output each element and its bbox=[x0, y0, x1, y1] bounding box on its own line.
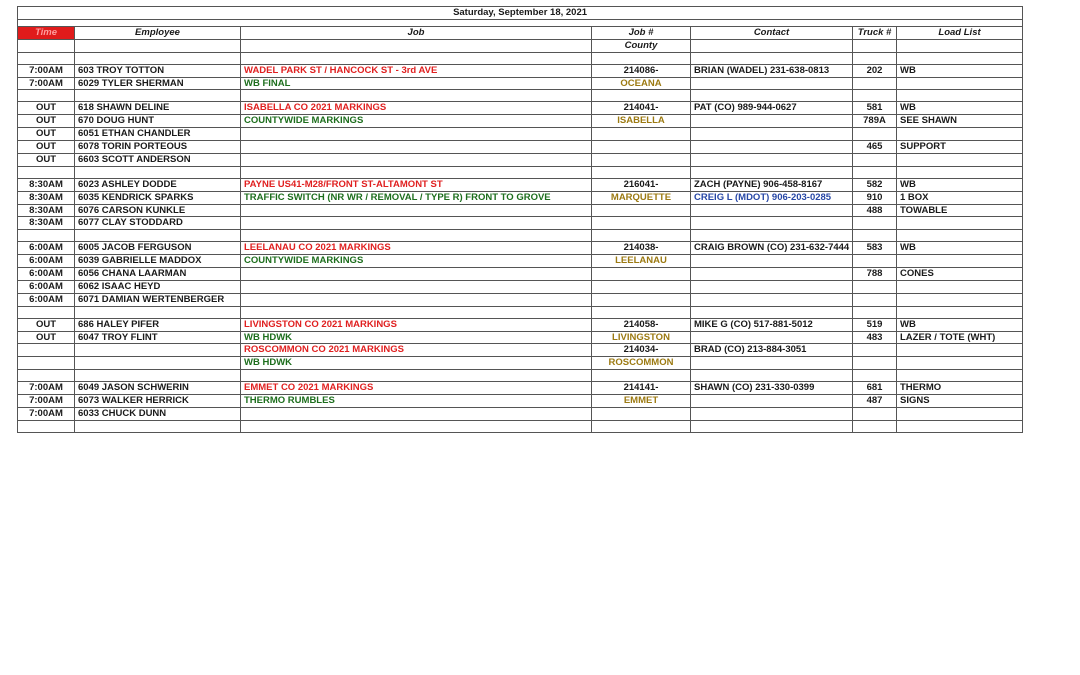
jobnum-cell bbox=[592, 217, 691, 230]
load-cell bbox=[897, 357, 1023, 370]
truck-cell bbox=[853, 357, 897, 370]
load-cell: WB bbox=[897, 102, 1023, 115]
time-cell: OUT bbox=[18, 318, 75, 331]
load-cell bbox=[897, 293, 1023, 306]
time-cell: 6:00AM bbox=[18, 293, 75, 306]
load-cell bbox=[897, 90, 1023, 102]
time-cell: OUT bbox=[18, 331, 75, 344]
time-cell bbox=[18, 230, 75, 242]
job-cell bbox=[241, 306, 592, 318]
job-cell: WB HDWK bbox=[241, 331, 592, 344]
job-cell bbox=[241, 90, 592, 102]
load-cell bbox=[897, 280, 1023, 293]
table-row bbox=[18, 293, 1023, 306]
contact-cell bbox=[691, 255, 853, 268]
contact-cell bbox=[691, 128, 853, 141]
jobnum-cell: OCEANA bbox=[592, 77, 691, 90]
spacer-row bbox=[18, 420, 1023, 432]
contact-cell bbox=[691, 395, 853, 408]
time-cell: 6:00AM bbox=[18, 255, 75, 268]
jobnum-cell: 214086- bbox=[592, 64, 691, 77]
employee-cell: 6071 DAMIAN WERTENBERGER bbox=[75, 293, 241, 306]
employee-cell: 6062 ISAAC HEYD bbox=[75, 280, 241, 293]
load-cell: TOWABLE bbox=[897, 204, 1023, 217]
load-cell: 1 BOX bbox=[897, 191, 1023, 204]
time-cell bbox=[18, 370, 75, 382]
truck-cell bbox=[853, 128, 897, 141]
job-cell bbox=[241, 268, 592, 281]
job-cell: LIVINGSTON CO 2021 MARKINGS bbox=[241, 318, 592, 331]
jobnum-cell bbox=[592, 204, 691, 217]
contact-cell bbox=[691, 153, 853, 166]
time-cell: OUT bbox=[18, 153, 75, 166]
jobnum-cell bbox=[592, 408, 691, 421]
jobnum-cell: 214058- bbox=[592, 318, 691, 331]
load-header: Load List bbox=[897, 26, 1023, 39]
truck-cell: 789A bbox=[853, 115, 897, 128]
contact-cell: ZACH (PAYNE) 906-458-8167 bbox=[691, 178, 853, 191]
jobnum-cell bbox=[592, 280, 691, 293]
contact-header: Contact bbox=[691, 26, 853, 39]
spacer-row bbox=[18, 166, 1023, 178]
truck-cell: 788 bbox=[853, 268, 897, 281]
time-cell: 6:00AM bbox=[18, 268, 75, 281]
title-row bbox=[18, 7, 1023, 20]
jobnum-cell: LIVINGSTON bbox=[592, 331, 691, 344]
contact-cell bbox=[691, 331, 853, 344]
employee-cell: 6056 CHANA LAARMAN bbox=[75, 268, 241, 281]
job-cell: COUNTYWIDE MARKINGS bbox=[241, 115, 592, 128]
truck-cell bbox=[853, 153, 897, 166]
truck-cell bbox=[853, 280, 897, 293]
load-cell: SEE SHAWN bbox=[897, 115, 1023, 128]
truck-cell: 910 bbox=[853, 191, 897, 204]
time-cell: 8:30AM bbox=[18, 191, 75, 204]
job-cell: TRAFFIC SWITCH (NR WR / REMOVAL / TYPE R) FRONT TO GROVE bbox=[241, 191, 592, 204]
contact-cell: PAT (CO) 989-944-0627 bbox=[691, 102, 853, 115]
table-row bbox=[18, 115, 1023, 128]
table-row bbox=[18, 357, 1023, 370]
contact-cell: CREIG L (MDOT) 906-203-0285 bbox=[691, 191, 853, 204]
spacer-row bbox=[18, 52, 1023, 64]
subheader-row bbox=[18, 39, 1023, 52]
jobnum-cell bbox=[592, 268, 691, 281]
jobnum-cell: 216041- bbox=[592, 178, 691, 191]
load-cell bbox=[897, 306, 1023, 318]
load-cell: SIGNS bbox=[897, 395, 1023, 408]
job-cell: WB HDWK bbox=[241, 357, 592, 370]
job-cell bbox=[241, 217, 592, 230]
time-cell bbox=[18, 420, 75, 432]
jobnum-cell: 214038- bbox=[592, 242, 691, 255]
contact-cell bbox=[691, 408, 853, 421]
job-cell: EMMET CO 2021 MARKINGS bbox=[241, 382, 592, 395]
table-row bbox=[18, 382, 1023, 395]
jobnum-cell: MARQUETTE bbox=[592, 191, 691, 204]
employee-cell: 6603 SCOTT ANDERSON bbox=[75, 153, 241, 166]
job-cell: ROSCOMMON CO 2021 MARKINGS bbox=[241, 344, 592, 357]
employee-cell: 686 HALEY PIFER bbox=[75, 318, 241, 331]
time-cell bbox=[18, 52, 75, 64]
employee-cell: 6077 CLAY STODDARD bbox=[75, 217, 241, 230]
contact-cell bbox=[691, 306, 853, 318]
load-cell bbox=[897, 230, 1023, 242]
truck-cell: 519 bbox=[853, 318, 897, 331]
employee-header: Employee bbox=[75, 26, 241, 39]
jobnum-cell bbox=[592, 420, 691, 432]
job-cell: LEELANAU CO 2021 MARKINGS bbox=[241, 242, 592, 255]
time-cell bbox=[18, 344, 75, 357]
contact-cell bbox=[691, 357, 853, 370]
contact-cell bbox=[691, 280, 853, 293]
truck-cell: 488 bbox=[853, 204, 897, 217]
job-cell bbox=[241, 166, 592, 178]
contact-cell: BRAD (CO) 213-884-3051 bbox=[691, 344, 853, 357]
table-row bbox=[18, 395, 1023, 408]
time-cell: 7:00AM bbox=[18, 395, 75, 408]
load-cell: WB bbox=[897, 178, 1023, 191]
truck-cell bbox=[853, 408, 897, 421]
jobnum-cell: 214034- bbox=[592, 344, 691, 357]
employee-cell: 6039 GABRIELLE MADDOX bbox=[75, 255, 241, 268]
job-cell bbox=[241, 52, 592, 64]
time-cell bbox=[18, 357, 75, 370]
job-cell bbox=[241, 408, 592, 421]
contact-cell: SHAWN (CO) 231-330-0399 bbox=[691, 382, 853, 395]
table-row bbox=[18, 318, 1023, 331]
employee-cell bbox=[75, 166, 241, 178]
employee-cell: 6005 JACOB FERGUSON bbox=[75, 242, 241, 255]
contact-cell bbox=[691, 77, 853, 90]
table-row bbox=[18, 178, 1023, 191]
table-row bbox=[18, 242, 1023, 255]
table-row bbox=[18, 77, 1023, 90]
truck-cell bbox=[853, 344, 897, 357]
employee-cell: 6029 TYLER SHERMAN bbox=[75, 77, 241, 90]
jobnum-cell: 214041- bbox=[592, 102, 691, 115]
jobnum-cell: ISABELLA bbox=[592, 115, 691, 128]
employee-cell bbox=[75, 357, 241, 370]
contact-cell bbox=[691, 420, 853, 432]
time-cell: 7:00AM bbox=[18, 77, 75, 90]
truck-cell bbox=[853, 90, 897, 102]
job-cell bbox=[241, 420, 592, 432]
truck-cell bbox=[853, 370, 897, 382]
time-cell: 7:00AM bbox=[18, 408, 75, 421]
employee-cell bbox=[75, 420, 241, 432]
spacer-row bbox=[18, 370, 1023, 382]
load-cell bbox=[897, 153, 1023, 166]
truck-cell bbox=[853, 293, 897, 306]
load-cell bbox=[897, 255, 1023, 268]
truck-cell: 487 bbox=[853, 395, 897, 408]
job-cell bbox=[241, 230, 592, 242]
spacer-row bbox=[18, 90, 1023, 102]
time-cell: 8:30AM bbox=[18, 178, 75, 191]
employee-cell bbox=[75, 344, 241, 357]
truck-cell bbox=[853, 166, 897, 178]
job-cell: WADEL PARK ST / HANCOCK ST - 3rd AVE bbox=[241, 64, 592, 77]
jobnum-cell: ROSCOMMON bbox=[592, 357, 691, 370]
table-row bbox=[18, 204, 1023, 217]
load-cell: CONES bbox=[897, 268, 1023, 281]
job-cell: ISABELLA CO 2021 MARKINGS bbox=[241, 102, 592, 115]
time-cell bbox=[18, 306, 75, 318]
jobnum-cell: 214141- bbox=[592, 382, 691, 395]
load-cell: WB bbox=[897, 318, 1023, 331]
job-cell: COUNTYWIDE MARKINGS bbox=[241, 255, 592, 268]
job-cell bbox=[241, 293, 592, 306]
table-row bbox=[18, 331, 1023, 344]
truck-cell: 583 bbox=[853, 242, 897, 255]
table-row bbox=[18, 255, 1023, 268]
load-cell: WB bbox=[897, 64, 1023, 77]
table-row bbox=[18, 344, 1023, 357]
load-cell bbox=[897, 217, 1023, 230]
jobnum-cell: EMMET bbox=[592, 395, 691, 408]
contact-cell: CRAIG BROWN (CO) 231-632-7444 bbox=[691, 242, 853, 255]
load-cell bbox=[897, 420, 1023, 432]
employee-cell: 6076 CARSON KUNKLE bbox=[75, 204, 241, 217]
employee-cell bbox=[75, 90, 241, 102]
contact-cell bbox=[691, 293, 853, 306]
table-row bbox=[18, 141, 1023, 154]
job-cell bbox=[241, 153, 592, 166]
truck-cell: 582 bbox=[853, 178, 897, 191]
load-cell bbox=[897, 128, 1023, 141]
job-cell: THERMO RUMBLES bbox=[241, 395, 592, 408]
contact-cell bbox=[691, 52, 853, 64]
truck-header: Truck # bbox=[853, 26, 897, 39]
spacer-row bbox=[18, 19, 1023, 26]
jobnum-cell bbox=[592, 293, 691, 306]
employee-cell: 6023 ASHLEY DODDE bbox=[75, 178, 241, 191]
job-header: Job bbox=[241, 26, 592, 39]
contact-cell bbox=[691, 141, 853, 154]
employee-cell: 6051 ETHAN CHANDLER bbox=[75, 128, 241, 141]
truck-cell bbox=[853, 217, 897, 230]
employee-cell bbox=[75, 52, 241, 64]
employee-cell bbox=[75, 306, 241, 318]
job-cell bbox=[241, 370, 592, 382]
truck-cell: 465 bbox=[853, 141, 897, 154]
table-row bbox=[18, 102, 1023, 115]
contact-cell: BRIAN (WADEL) 231-638-0813 bbox=[691, 64, 853, 77]
load-cell: THERMO bbox=[897, 382, 1023, 395]
time-cell: 8:30AM bbox=[18, 204, 75, 217]
truck-cell: 483 bbox=[853, 331, 897, 344]
time-cell: 7:00AM bbox=[18, 64, 75, 77]
job-cell bbox=[241, 204, 592, 217]
time-cell: OUT bbox=[18, 141, 75, 154]
truck-cell bbox=[853, 420, 897, 432]
contact-cell bbox=[691, 268, 853, 281]
time-cell: OUT bbox=[18, 128, 75, 141]
jobnum-cell bbox=[592, 370, 691, 382]
contact-cell bbox=[691, 204, 853, 217]
job-cell: WB FINAL bbox=[241, 77, 592, 90]
spacer-row bbox=[18, 306, 1023, 318]
employee-cell bbox=[75, 230, 241, 242]
job-cell bbox=[241, 128, 592, 141]
load-cell bbox=[897, 52, 1023, 64]
contact-cell bbox=[691, 370, 853, 382]
time-cell: 8:30AM bbox=[18, 217, 75, 230]
truck-cell: 202 bbox=[853, 64, 897, 77]
contact-cell bbox=[691, 115, 853, 128]
time-cell: OUT bbox=[18, 102, 75, 115]
contact-cell bbox=[691, 166, 853, 178]
jobnum-cell: LEELANAU bbox=[592, 255, 691, 268]
table-row bbox=[18, 268, 1023, 281]
truck-cell bbox=[853, 230, 897, 242]
jobnum-cell bbox=[592, 306, 691, 318]
load-cell: SUPPORT bbox=[897, 141, 1023, 154]
jobnum-cell bbox=[592, 153, 691, 166]
schedule-table bbox=[17, 6, 1023, 433]
contact-cell bbox=[691, 230, 853, 242]
table-row bbox=[18, 408, 1023, 421]
load-cell bbox=[897, 344, 1023, 357]
employee-cell: 6073 WALKER HERRICK bbox=[75, 395, 241, 408]
time-header: Time bbox=[18, 26, 75, 39]
employee-cell: 6035 KENDRICK SPARKS bbox=[75, 191, 241, 204]
load-cell bbox=[897, 166, 1023, 178]
load-cell bbox=[897, 77, 1023, 90]
county-header: County bbox=[592, 39, 691, 52]
header-row bbox=[18, 26, 1023, 39]
load-cell bbox=[897, 408, 1023, 421]
truck-cell: 581 bbox=[853, 102, 897, 115]
employee-cell bbox=[75, 370, 241, 382]
employee-cell: 603 TROY TOTTON bbox=[75, 64, 241, 77]
employee-cell: 6047 TROY FLINT bbox=[75, 331, 241, 344]
load-cell: LAZER / TOTE (WHT) bbox=[897, 331, 1023, 344]
contact-cell bbox=[691, 90, 853, 102]
employee-cell: 670 DOUG HUNT bbox=[75, 115, 241, 128]
job-cell bbox=[241, 141, 592, 154]
contact-cell: MIKE G (CO) 517-881-5012 bbox=[691, 318, 853, 331]
time-cell bbox=[18, 90, 75, 102]
jobnum-cell bbox=[592, 141, 691, 154]
employee-cell: 6033 CHUCK DUNN bbox=[75, 408, 241, 421]
contact-cell bbox=[691, 217, 853, 230]
employee-cell: 618 SHAWN DELINE bbox=[75, 102, 241, 115]
employee-cell: 6078 TORIN PORTEOUS bbox=[75, 141, 241, 154]
truck-cell bbox=[853, 52, 897, 64]
load-cell: WB bbox=[897, 242, 1023, 255]
jobnum-cell bbox=[592, 90, 691, 102]
employee-cell: 6049 JASON SCHWERIN bbox=[75, 382, 241, 395]
table-row bbox=[18, 217, 1023, 230]
time-cell: OUT bbox=[18, 115, 75, 128]
table-row bbox=[18, 64, 1023, 77]
time-cell: 7:00AM bbox=[18, 382, 75, 395]
truck-cell bbox=[853, 255, 897, 268]
job-cell: PAYNE US41-M28/FRONT ST-ALTAMONT ST bbox=[241, 178, 592, 191]
table-row bbox=[18, 153, 1023, 166]
load-cell bbox=[897, 370, 1023, 382]
time-cell: 6:00AM bbox=[18, 280, 75, 293]
sheet-title: Saturday, September 18, 2021 bbox=[18, 7, 1023, 20]
job-cell bbox=[241, 280, 592, 293]
jobnum-cell bbox=[592, 52, 691, 64]
truck-cell bbox=[853, 306, 897, 318]
time-cell: 6:00AM bbox=[18, 242, 75, 255]
jobnum-cell bbox=[592, 166, 691, 178]
table-row bbox=[18, 191, 1023, 204]
spacer-row bbox=[18, 230, 1023, 242]
jobnum-header: Job # bbox=[592, 26, 691, 39]
table-row bbox=[18, 128, 1023, 141]
jobnum-cell bbox=[592, 230, 691, 242]
table-row bbox=[18, 280, 1023, 293]
truck-cell bbox=[853, 77, 897, 90]
truck-cell: 681 bbox=[853, 382, 897, 395]
jobnum-cell bbox=[592, 128, 691, 141]
time-cell bbox=[18, 166, 75, 178]
